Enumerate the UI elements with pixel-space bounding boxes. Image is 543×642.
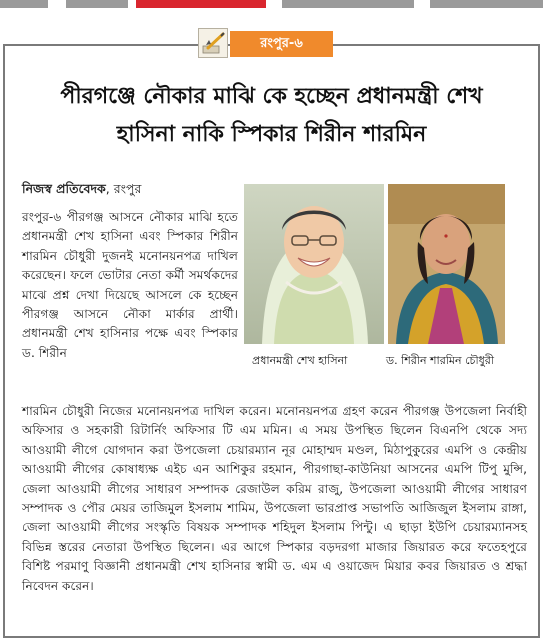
byline-location: , রংপুর (105, 181, 142, 196)
top-bar-gray-1 (0, 0, 48, 8)
photo-shirin-sharmin (388, 184, 505, 344)
headline (8, 78, 535, 154)
top-bar-gray-3 (282, 0, 414, 8)
top-bar-gray-4 (430, 0, 543, 8)
headline-line-2: হাসিনা নাকি স্পিকার শিরীন শারমিন (116, 122, 427, 147)
article-column-text: রংপুর-৬ পীরগঞ্জ আসনে নৌকার মাঝি হতে প্রধানমন্ত্রী শেখ হাসিনা এবং স্পিকার শিরীন শারমিন চৌধুরী দুজনই মনোনয়নপত্র দাখিল করেছেন। ফলে ভোটার নেতা কর্মী সমর্থকদের মাঝে প্রশ্ন দেখা দিয়েছে আসলে কে হচ্ছেন পীরগঞ্জ আসনে নৌকা মার্কার প্রার্থী। প্রধানমন্ত্রী শেখ হাসিনার পক্ষে এবং স্পিকার ড. শিরীন (22, 210, 238, 360)
byline (22, 181, 141, 201)
article-full-width-text: শারমিন চৌধুরী নিজের মনোনয়নপত্র দাখিল করেন। মনোনয়নপত্র গ্রহণ করেন পীরগঞ্জ উপজেলা নির্বাহী অফিসার ও সহকারী রিটার্নিং অফিসার টি এম মমিন। এ সময় উপস্থিত ছিলেন বিএনপি থেকে সদ্য আওয়ামী লীগে যোগদান করা উপজেলা চেয়ারম্যান নূর মোহাম্মদ মণ্ডল, মিঠাপুকুরের এমপি ও কেন্দ্রীয় আওয়ামী লীগের কোষাধ্যক্ষ এইচ এন আশিকুর রহমান, পীরগাছা-কাউনিয়া আসনের এমপি টিপু মুন্সি, জেলা আওয়ামী লীগের সাধারণ সম্পাদক রেজাউল করিম রাজু, উপজেলা আওয়ামী লীগের সাধারণ সম্পাদক ও পৌর মেয়র তাজিমুল ইসলাম শামিম, উপজেলা ভারপ্রাপ্ত সভাপতি আজিজুল ইসলাম রাঙ্গা, জেলা আওয়ামী লীগের সংস্কৃতি বিষয়ক সম্পাদক শহিদুল ইসলাম পিন্টু। এ ছাড়া ইউপি চেয়ারম্যানসহ বিভিন্ন স্তরের নেতারা উপস্থিত ছিলেন। এর আগে স্পিকার বড়দরগা মাজার জিয়ারত করে ফতেহপুরে বিশিষ্ট পরমাণু বিজ্ঞানী প্রধানমন্ত্রী শেখ হাসিনার স্বামী ড. এম এ ওয়াজেদ মিয়ার কবর জিয়ারত ও শ্রদ্ধা নিবেদন করেন। (22, 404, 527, 593)
pen-icon (198, 28, 228, 58)
photo-caption-shirin: ড. শিরীন শারমিন চৌধুরী (386, 354, 494, 367)
top-bar-gray-2 (66, 0, 128, 8)
headline-line-1: পীরগঞ্জে নৌকার মাঝি কে হচ্ছেন প্রধানমন্ত্রী শেখ (60, 84, 483, 109)
photo-caption-hasina: প্রধানমন্ত্রী শেখ হাসিনা (252, 354, 348, 367)
section-tag: রংপুর-৬ (230, 31, 333, 57)
byline-author: নিজস্ব প্রতিবেদক (22, 181, 106, 196)
top-bar-red (136, 0, 266, 8)
photo-sheikh-hasina (244, 184, 384, 344)
